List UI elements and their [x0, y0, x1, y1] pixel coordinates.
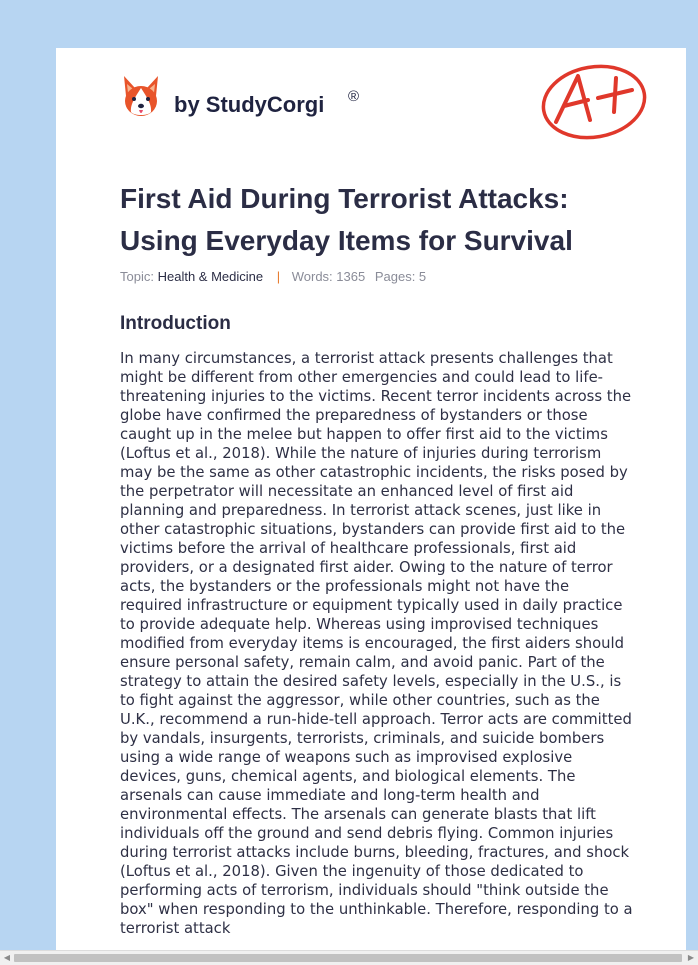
scrollbar-thumb[interactable] [14, 954, 682, 962]
topic-link[interactable]: Health & Medicine [157, 269, 264, 284]
section-heading: Introduction [120, 313, 231, 334]
document-title: First Aid During Terrorist Attacks: Using Everyday Items for Survival [120, 183, 573, 256]
document-page [56, 48, 686, 950]
corgi-icon [120, 74, 162, 120]
topic-label: Topic: [120, 269, 154, 284]
meta-separator: | [276, 269, 281, 284]
scroll-left-icon[interactable]: ◀ [3, 953, 11, 962]
word-count: Words: 1365 [291, 269, 366, 284]
registered-mark: ® [348, 88, 360, 105]
scroll-right-icon[interactable]: ▶ [687, 953, 695, 962]
a-plus-grade-badge [538, 58, 650, 142]
studycorgi-logo[interactable] [120, 74, 380, 124]
document-meta [120, 269, 640, 284]
body-paragraph: In many circumstances, a terrorist attack presents challenges that might be different from other emergencies and could lead to life-threatening injuries to the victims. Recent terror incidents across the globe have confirmed the preparedness of bystanders or those caught up in the melee but happen to offer first aid to the victims (Loftus et al., 2018). While the nature of injuries during terrorism may be the same as other catastrophic incidents, the risks posed by the perpetrator will necessitate an enhanced level of first aid planning and preparedness. In terrorist attack scenes, just like in other catastrophic situations, bystanders can provide first aid to the victims before the arrival of healthcare professionals, first aid providers, or a designated first aider. Owing to the nature of terror acts, the bystanders or the professionals might not have the required infrastructure or equipment typically used in daily practice to provide adequate help. Whereas using improvised techniques modified from everyday items is encouraged, the first aiders should ensure personal safety, remain calm, and avoid panic. Part of the strategy to attain the desired safety levels, especially in the U.S., is to fight against the aggressor, while other countries, such as the U.K., recommend a run-hide-tell approach. Terror acts are committed by vandals, insurgents, terrorists, criminals, and suicide bombers using a wide range of weapons such as improvised explosive devices, guns, chemical agents, and biological elements. The arsenals can cause immediate and long-term health and environmental effects. The arsenals can generate blasts that lift individuals off the ground and send debris flying. Common injuries during terrorist attacks include burns, bleeding, fractures, and shock (Loftus et al., 2018). Given the ingenuity of those dedicated to performing acts of terrorism, individuals should "think outside the box" when responding to the unthinkable. Therefore, responding to a terrorist attack [120, 350, 633, 937]
brand-name: by StudyCorgi [174, 92, 325, 117]
page-count: Pages: 5 [374, 269, 427, 284]
horizontal-scrollbar[interactable] [0, 950, 698, 965]
